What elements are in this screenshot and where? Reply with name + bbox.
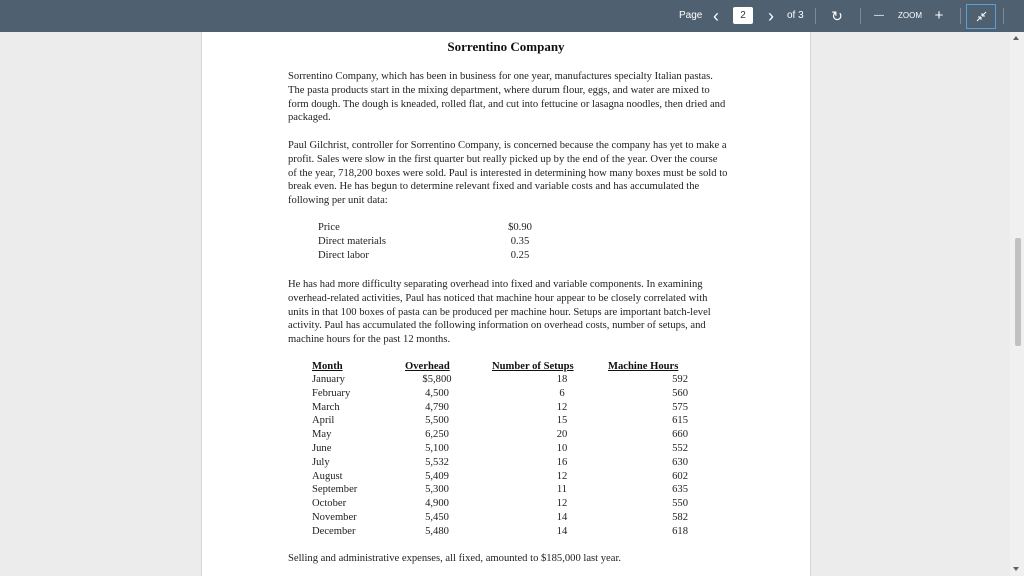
overhead-cell: 4,900: [425, 498, 449, 510]
machine-hours-cell: 592: [672, 374, 688, 385]
machine-hours-cell: 618: [672, 525, 688, 537]
toolbar-divider: [1003, 8, 1004, 24]
cost-row: [318, 222, 568, 236]
toolbar-divider: [815, 8, 816, 24]
table-row: [312, 388, 692, 402]
setups-cell: 14: [556, 512, 568, 523]
table-row: [312, 471, 692, 485]
overhead-cell: 5,300: [425, 484, 449, 496]
overhead-cell: 4,500: [425, 387, 449, 399]
context-paragraph: Paul Gilchrist, controller for Sorrentino Company, is concerned because the company has yet to make a profit. Sales were slow in the first quarter but really picked up by the end of the year. Over the course of the year, 718,200 boxes were sold. Paul is interested in determining how many boxes must be sold to break even. He has begun to determine relevant fixed and variable costs and has accumulated the following per unit data:: [288, 140, 728, 207]
table-row: [312, 443, 692, 457]
vertical-scrollbar[interactable]: [1010, 32, 1024, 576]
cost-row: [318, 236, 568, 250]
zoom-in-icon[interactable]: +: [934, 7, 944, 24]
overhead-cell: 5,480: [425, 525, 449, 537]
machine-hours-cell: 552: [672, 443, 688, 454]
document-page: [201, 32, 811, 576]
machine-hours-cell: 615: [672, 415, 688, 427]
overhead-cell: 5,100: [425, 443, 449, 454]
collapse-view-button[interactable]: [966, 4, 996, 29]
next-page-icon[interactable]: ›: [768, 6, 774, 26]
table-row: [312, 484, 692, 498]
scrollbar-thumb[interactable]: [1015, 238, 1021, 346]
month-cell: December: [312, 525, 356, 537]
setups-cell: 10: [556, 443, 568, 454]
cost-value: 0.25: [510, 250, 530, 261]
month-cell: July: [312, 456, 330, 468]
month-cell: March: [312, 401, 340, 413]
machine-hours-cell: 560: [672, 387, 688, 399]
scroll-down-arrow-icon[interactable]: [1013, 567, 1019, 571]
toolbar-divider: [960, 8, 961, 24]
month-cell: June: [312, 443, 332, 454]
overhead-cell: 4,790: [425, 401, 449, 413]
setups-cell: 18: [556, 374, 568, 385]
overhead-cell: $5,800: [422, 374, 452, 385]
month-cell: April: [312, 415, 335, 427]
zoom-label: ZOOM: [898, 11, 922, 20]
table-row: [312, 526, 692, 540]
machine-hours-cell: 602: [672, 470, 688, 482]
cost-value: 0.35: [510, 236, 530, 247]
month-cell: January: [312, 374, 345, 385]
cost-label: Direct materials: [318, 236, 386, 247]
table-row: [312, 402, 692, 416]
column-header-month: Month: [312, 361, 343, 372]
column-header-overhead: Overhead: [405, 361, 450, 372]
prev-page-icon[interactable]: ‹: [713, 6, 719, 26]
setups-cell: 16: [556, 456, 568, 468]
setups-cell: 15: [556, 415, 568, 427]
month-cell: October: [312, 498, 347, 510]
month-cell: February: [312, 387, 351, 399]
month-cell: November: [312, 512, 357, 523]
overhead-paragraph: He has had more difficulty separating overhead into fixed and variable components. In examining overhead-related activities, Paul has noticed that machine hour appear to be closely correlated with units in that 100 boxes of pasta can be produced per machine hour. Setups are important batch-level activity. Paul has accumulated the following information on overhead costs, number of setups, and machine hours for the past 12 months.: [288, 279, 711, 346]
cost-row: [318, 250, 568, 264]
machine-hours-cell: 550: [672, 498, 688, 510]
table-row: [312, 498, 692, 512]
month-cell: May: [312, 429, 332, 441]
table-row: [312, 374, 692, 388]
overhead-cell: 5,409: [425, 470, 449, 482]
table-row: [312, 415, 692, 429]
table-row: [312, 512, 692, 526]
column-header-setups: Number of Setups: [492, 361, 574, 372]
cost-value: $0.90: [508, 222, 532, 233]
page-label: Page: [679, 10, 703, 21]
intro-paragraph: Sorrentino Company, which has been in business for one year, manufactures specialty Italian pastas. The pasta products start in the mixing department, where durum flour, eggs, and water are mixed to form dough. The dough is kneaded, rolled flat, and cut into fettucine or lasagna noodles, then dried and packaged.: [288, 71, 726, 124]
month-cell: September: [312, 484, 358, 496]
overhead-cell: 6,250: [425, 429, 449, 441]
collapse-arrows-icon: [967, 5, 995, 28]
column-header-machine-hours: Machine Hours: [608, 361, 679, 372]
page-count: of 3: [787, 10, 804, 21]
setups-cell: 6: [559, 387, 565, 399]
rotate-icon[interactable]: ↻: [831, 8, 843, 24]
table-row: [312, 457, 692, 471]
machine-hours-cell: 635: [672, 484, 688, 496]
setups-cell: 12: [556, 498, 568, 510]
page-number-input[interactable]: 2: [733, 7, 753, 24]
setups-cell: 12: [556, 401, 568, 413]
viewer-toolbar: [0, 0, 1024, 32]
machine-hours-cell: 630: [672, 456, 688, 468]
machine-hours-cell: 575: [672, 401, 688, 413]
setups-cell: 20: [556, 429, 568, 441]
cost-label: Price: [318, 222, 340, 233]
closing-paragraph: Selling and administrative expenses, all fixed, amounted to $185,000 last year.: [288, 553, 622, 564]
zoom-out-icon[interactable]: —: [874, 10, 884, 21]
cost-label: Direct labor: [318, 250, 369, 261]
machine-hours-cell: 660: [672, 429, 688, 441]
page-title: Sorrentino Company: [447, 39, 565, 54]
scroll-up-arrow-icon[interactable]: [1013, 36, 1019, 40]
setups-cell: 11: [556, 484, 568, 496]
month-cell: August: [312, 470, 343, 482]
machine-hours-cell: 582: [672, 512, 688, 523]
table-row: [312, 429, 692, 443]
overhead-cell: 5,532: [425, 456, 449, 468]
overhead-cell: 5,450: [425, 512, 449, 523]
setups-cell: 12: [556, 470, 568, 482]
overhead-cell: 5,500: [425, 415, 449, 427]
setups-cell: 14: [556, 525, 568, 537]
toolbar-divider: [860, 8, 861, 24]
